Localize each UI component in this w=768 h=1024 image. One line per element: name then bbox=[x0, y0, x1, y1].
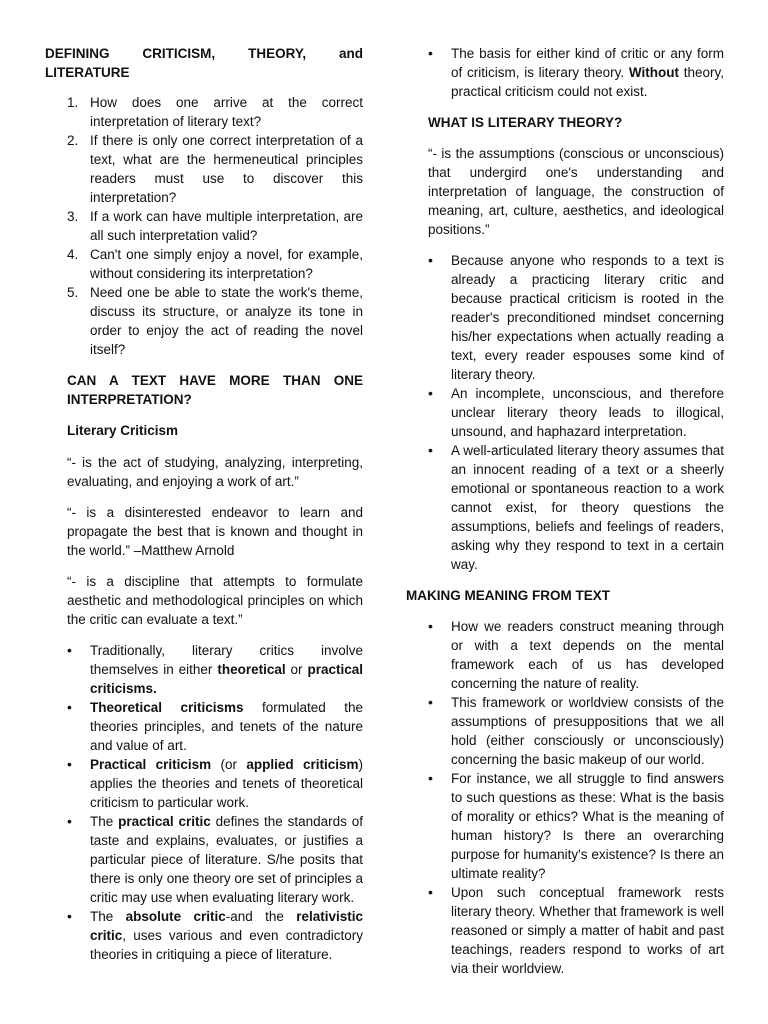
bold-text: absolute critic bbox=[125, 909, 226, 924]
text: , uses various and even contradictory theories in critiquing a piece of literature. bbox=[90, 928, 363, 962]
right-column bbox=[406, 44, 724, 978]
list-item bbox=[67, 245, 363, 283]
list-item bbox=[67, 207, 363, 245]
list-item bbox=[428, 251, 724, 384]
list-item bbox=[428, 384, 724, 441]
text: An incomplete, unconscious, and therefore unclear literary theory leads to illogical, unsound, and haphazard interpretation. bbox=[451, 386, 724, 439]
list-item bbox=[67, 641, 363, 698]
list-number: 2. bbox=[67, 133, 79, 148]
question-text: Need one be able to state the work's theme, discuss its structure, or analyze its tone in order to enjoy the act of reading the novel itself? bbox=[90, 285, 363, 357]
heading-defining-criticism: DEFINING CRITICISM, THEORY, and LITERATURE bbox=[45, 46, 363, 80]
list-item bbox=[428, 769, 724, 883]
theory-intro-bullets bbox=[406, 44, 724, 101]
list-item bbox=[428, 44, 724, 101]
definition-criticism-2: “- is a disinterested endeavor to learn and propagate the best that is known and thought in the world.” –Matthew Arnold bbox=[67, 505, 363, 558]
bold-text: Theoretical criticisms bbox=[90, 700, 244, 715]
text: The bbox=[90, 814, 119, 829]
bold-text: theoretical bbox=[217, 662, 286, 677]
bullet-icon: • bbox=[67, 699, 72, 715]
meaning-bullets bbox=[406, 617, 724, 978]
list-item bbox=[428, 883, 724, 978]
question-text: If a work can have multiple interpretation, are all such interpretation valid? bbox=[90, 209, 363, 243]
text: Traditionally, literary critics involve themselves in either bbox=[90, 643, 363, 677]
definition-criticism-3: “- is a discipline that attempts to formulate aesthetic and methodological principles on which the critic can evaluate a text.” bbox=[67, 574, 363, 627]
heading-more-than-one-interpretation: CAN A TEXT HAVE MORE THAN ONE INTERPRETATION? bbox=[67, 373, 363, 407]
definition-literary-theory: “- is the assumptions (conscious or unconscious) that undergird one's understanding and interpretation of language, the construction of meaning, art, culture, aesthetics, and ideological positions.” bbox=[428, 146, 724, 237]
bold-text: practical critic bbox=[118, 814, 211, 829]
bullet-icon: • bbox=[428, 252, 433, 268]
text: The bbox=[90, 909, 126, 924]
bold-text: applied criticism bbox=[246, 757, 359, 772]
text: Upon such conceptual framework rests literary theory. Whether that framework is well reasoned or simply a matter of habit and past teachings, readers respond to works of art via their worldview. bbox=[451, 885, 724, 976]
bold-text: Without bbox=[628, 65, 679, 80]
text: Because anyone who responds to a text is already a practicing literary critic and because practical criticism is rooted in the reader's preconditioned mindset concerning his/her expectations when actually reading a text, every reader espouses some kind of literary theory. bbox=[451, 253, 724, 382]
bullet-icon: • bbox=[428, 45, 433, 61]
bullet-icon: • bbox=[428, 442, 433, 458]
list-item bbox=[428, 693, 724, 769]
list-number: 3. bbox=[67, 209, 79, 224]
text: ) applies the theories and tenets of theoretical criticism to particular work. bbox=[90, 757, 363, 810]
list-item bbox=[67, 93, 363, 131]
question-text: If there is only one correct interpretation of a text, what are the hermeneutical principles readers must use to discover this interpretation? bbox=[90, 133, 363, 205]
bullet-icon: • bbox=[428, 618, 433, 634]
questions-list bbox=[45, 93, 363, 359]
list-number: 5. bbox=[67, 285, 79, 300]
text: defines the standards of taste and explains, evaluates, or justifies a particular piece of literature. S/he posits that there is only one theory ore set of principles a critic may use when evaluating literary work. bbox=[90, 814, 364, 905]
text: How we readers construct meaning through or with a text depends on the mental framework each of us has developed concerning the nature of reality. bbox=[451, 619, 724, 691]
list-number: 1. bbox=[67, 95, 79, 110]
list-item bbox=[67, 698, 363, 755]
bullet-icon: • bbox=[67, 642, 72, 658]
bullet-icon: • bbox=[428, 884, 433, 900]
text: This framework or worldview consists of the assumptions of presuppositions that we all hold (either consciously or unconsciously) concerning the basic makeup of our world. bbox=[451, 695, 724, 767]
text: The basis for either kind of critic or any form of criticism, is literary theory. bbox=[451, 46, 724, 80]
bullet-icon: • bbox=[67, 908, 72, 924]
bullet-icon: • bbox=[67, 756, 72, 772]
bullet-icon: • bbox=[428, 770, 433, 786]
bullet-icon: • bbox=[67, 813, 72, 829]
text: (or bbox=[211, 757, 247, 772]
subheading-literary-criticism: Literary Criticism bbox=[67, 423, 179, 438]
list-item bbox=[67, 812, 363, 907]
list-item bbox=[428, 617, 724, 693]
list-item bbox=[67, 755, 363, 812]
text: -and the bbox=[225, 909, 297, 924]
left-column bbox=[45, 44, 363, 964]
list-item bbox=[428, 441, 724, 574]
heading-what-is-literary-theory: WHAT IS LITERARY THEORY? bbox=[428, 115, 623, 130]
text: For instance, we all struggle to find answers to such questions as these: What is the basis of morality or ethics? What is the meaning of human history? Is there an overarching purpose for humanity's existence? Is there an ultimate reality? bbox=[451, 771, 724, 881]
bullet-icon: • bbox=[428, 385, 433, 401]
list-number: 4. bbox=[67, 247, 79, 262]
heading-making-meaning: MAKING MEANING FROM TEXT bbox=[406, 588, 610, 603]
definition-criticism-1: “- is the act of studying, analyzing, interpreting, evaluating, and enjoying a work of art.” bbox=[67, 455, 363, 489]
question-text: Can't one simply enjoy a novel, for example, without considering its interpretation? bbox=[90, 247, 363, 281]
theory-bullets bbox=[406, 251, 724, 574]
text: or bbox=[285, 662, 308, 677]
list-item bbox=[67, 131, 363, 207]
list-item bbox=[67, 283, 363, 359]
bold-text: Practical criticism bbox=[90, 757, 212, 772]
text: theory, practical criticism could not exist. bbox=[451, 65, 724, 99]
bullet-icon: • bbox=[428, 694, 433, 710]
list-item bbox=[67, 907, 363, 964]
text: formulated the theories principles, and tenets of the nature and value of art. bbox=[90, 700, 363, 753]
criticism-bullets bbox=[45, 641, 363, 964]
bold-text: relativistic critic bbox=[90, 909, 363, 943]
bold-text: practical criticisms. bbox=[90, 662, 363, 696]
text: A well-articulated literary theory assumes that an innocent reading of a text or a sheerly emotional or spontaneous reaction to a work cannot exist, for theory questions the assumptions, beliefs and feelings of readers, asking why they respond to text in a certain way. bbox=[451, 443, 724, 572]
question-text: How does one arrive at the correct interpretation of literary text? bbox=[90, 95, 363, 129]
